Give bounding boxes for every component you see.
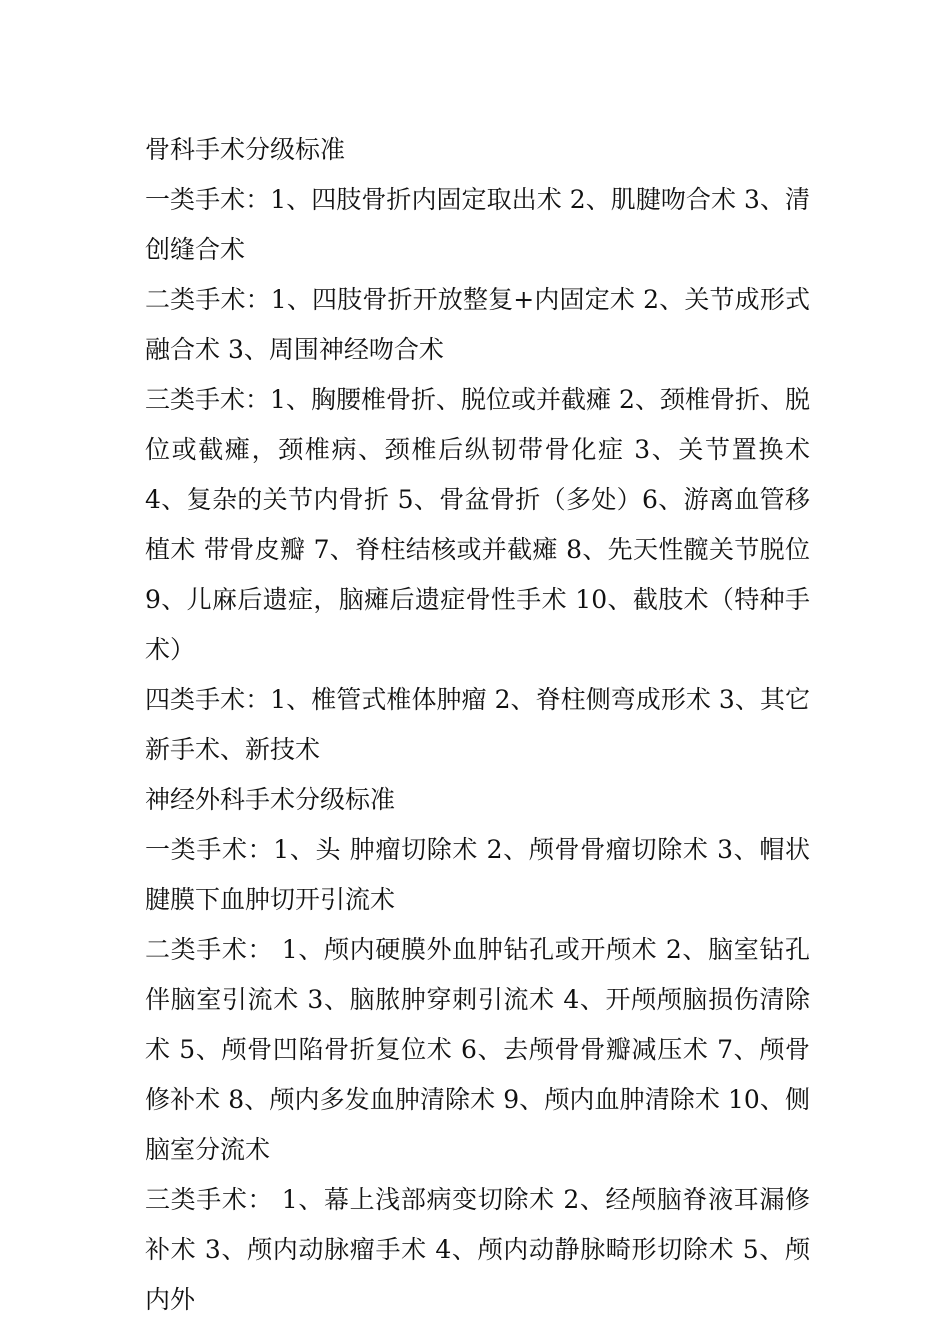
orthopedic-section-title: 骨科手术分级标准 [145,135,346,164]
neurosurgery-class-2: 二类手术： 1、颅内硬膜外血肿钻孔或开颅术 2、脑室钻孔伴脑室引流术 3、脑脓肿穿刺引流术 4、开颅颅脑损伤清除术 5、颅骨凹陷骨折复位术 6、去颅骨骨瓣减压术 7、颅骨修补术 8、颅内多发血肿清除术 9、颅内血肿清除术 10、侧脑室分流术 [145,935,810,1164]
neurosurgery-section-title: 神经外科手术分级标准 [145,785,396,814]
orthopedic-class-3: 三类手术：1、胸腰椎骨折、脱位或并截瘫 2、颈椎骨折、脱位或截瘫，颈椎病、颈椎后纵韧带骨化症 3、关节置换术 4、复杂的关节内骨折 5、骨盆骨折（多处）6、游离血管移植术 带骨皮瓣 7、脊柱结核或并截瘫 8、先天性髋关节脱位 9、儿麻后遗症，脑瘫后遗症骨性手术 10、截肢术（特种手术） [145,385,810,664]
orthopedic-class-2: 二类手术：1、四肢骨折开放整复+内固定术 2、关节成形式融合术 3、周围神经吻合术 [145,285,810,364]
document-page [145,125,810,1325]
orthopedic-class-1: 一类手术：1、四肢骨折内固定取出术 2、肌腱吻合术 3、清创缝合术 [145,185,810,264]
neurosurgery-class-3: 三类手术： 1、幕上浅部病变切除术 2、经颅脑脊液耳漏修补术 3、颅内动脉瘤手术 4、颅内动静脉畸形切除术 5、颅内外 [145,1185,810,1314]
orthopedic-class-4: 四类手术：1、椎管式椎体肿瘤 2、脊柱侧弯成形术 3、其它新手术、新技术 [145,685,810,764]
neurosurgery-class-1: 一类手术：1、头 肿瘤切除术 2、颅骨骨瘤切除术 3、帽状腱膜下血肿切开引流术 [145,835,810,914]
